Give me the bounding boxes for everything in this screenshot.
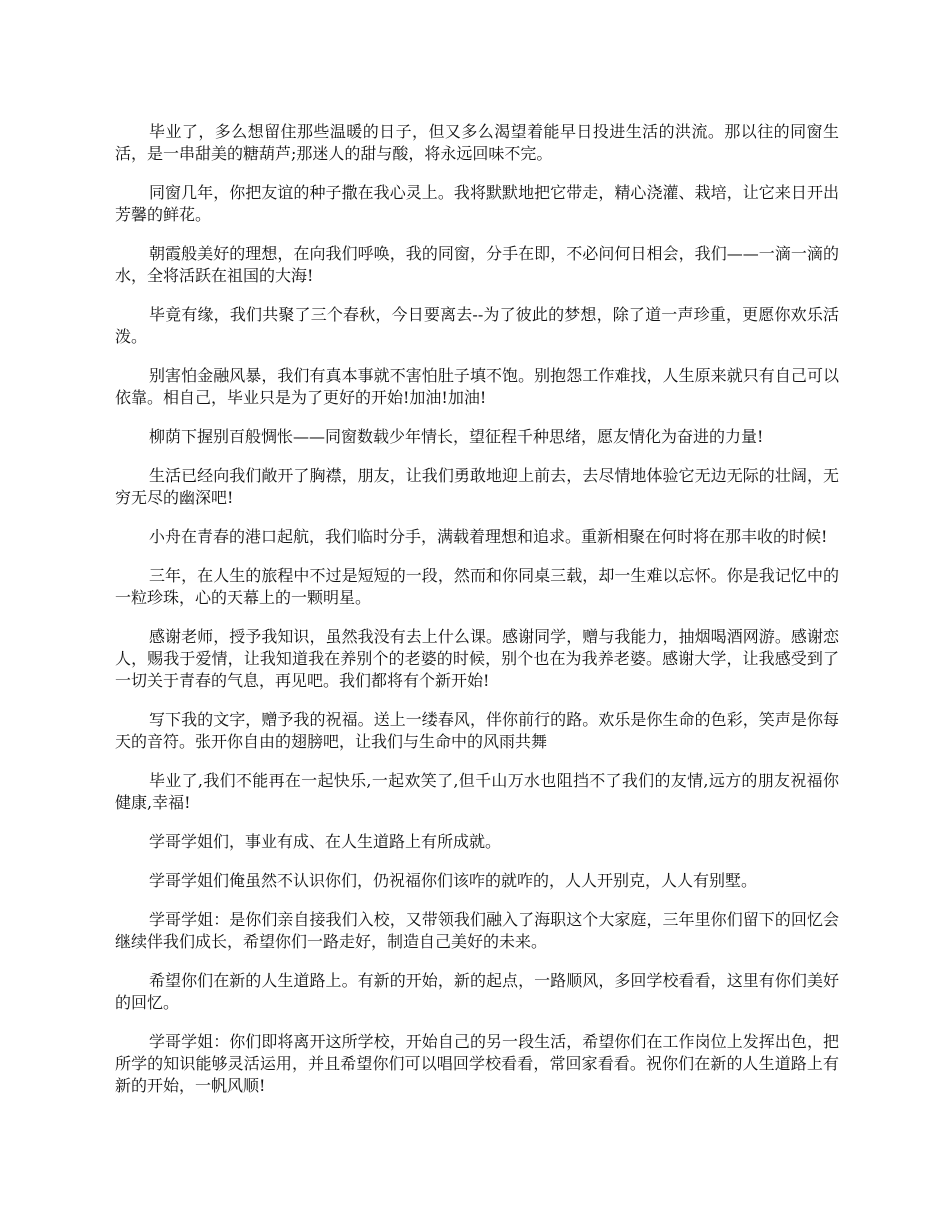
paragraph: 感谢老师，授予我知识，虽然我没有去上什么课。感谢同学，赠与我能力，抽烟喝酒网游。感谢恋人，赐我于爱情，让我知道我在养别个的老婆的时候，别个也在为我养老婆。感谢大学，让我感受到了一切关于青春的气息，再见吧。我们都将有个新开始!: [115, 627, 839, 690]
paragraph: 生活已经向我们敞开了胸襟，朋友，让我们勇敢地迎上前去，去尽情地体验它无边无际的壮阔，无穷无尽的幽深吧!: [115, 466, 839, 507]
paragraph: 朝霞般美好的理想，在向我们呼唤，我的同窗，分手在即，不必问何日相会，我们——一滴一滴的水，全将活跃在祖国的大海!: [115, 244, 839, 285]
paragraph: 别害怕金融风暴，我们有真本事就不害怕肚子填不饱。别抱怨工作难找，人生原来就只有自己可以依靠。相自己，毕业只是为了更好的开始!加油!加油!: [115, 366, 839, 407]
paragraph: 学哥学姐们，事业有成、在人生道路上有所成就。: [149, 832, 502, 851]
paragraph: 毕竟有缘，我们共聚了三个春秋，今日要离去--为了彼此的梦想，除了道一声珍重，更愿你欢乐活泼。: [115, 305, 839, 346]
paragraph: 写下我的文字，赠予我的祝福。送上一缕春风，伴你前行的路。欢乐是你生命的色彩，笑声是你每天的音符。张开你自由的翅膀吧，让我们与生命中的风雨共舞: [115, 710, 839, 751]
paragraph: 学哥学姐：是你们亲自接我们入校，又带领我们融入了海职这个大家庭，三年里你们留下的回忆会继续伴我们成长，希望你们一路走好，制造自己美好的未来。: [115, 910, 839, 951]
paragraph: 同窗几年，你把友谊的种子撒在我心灵上。我将默默地把它带走，精心浇灌、栽培，让它来日开出芳馨的鲜花。: [115, 183, 839, 224]
paragraph: 柳荫下握别百般惆怅——同窗数载少年情长，望征程千种思绪，愿友情化为奋进的力量!: [149, 427, 764, 446]
paragraph: 学哥学姐们俺虽然不认识你们，仍祝福你们该咋的就咋的，人人开别克，人人有别墅。: [149, 871, 758, 890]
paragraph: 三年，在人生的旅程中不过是短短的一段，然而和你同桌三载，却一生难以忘怀。你是我记忆中的一粒珍珠，心的天幕上的一颗明星。: [115, 566, 839, 607]
paragraph: 毕业了，多么想留住那些温暖的日子，但又多么渴望着能早日投进生活的洪流。那以往的同窗生活，是一串甜美的糖葫芦;那迷人的甜与酸，将永远回味不完。: [115, 122, 839, 163]
paragraph: 毕业了,我们不能再在一起快乐,一起欢笑了,但千山万水也阻挡不了我们的友情,远方的朋友祝福你健康,幸福!: [115, 771, 839, 812]
document-body: [115, 121, 839, 1114]
paragraph: 学哥学姐：你们即将离开这所学校，开始自己的另一段生活，希望你们在工作岗位上发挥出色，把所学的知识能够灵活运用，并且希望你们可以唱回学校看看，常回家看看。祝你们在新的人生道路上有新的开始，一帆风顺!: [115, 1032, 839, 1095]
paragraph: 小舟在青春的港口起航，我们临时分手，满载着理想和追求。重新相聚在何时将在那丰收的时候!: [149, 527, 828, 546]
paragraph: 希望你们在新的人生道路上。有新的开始，新的起点，一路顺风，多回学校看看，这里有你们美好的回忆。: [115, 971, 839, 1012]
